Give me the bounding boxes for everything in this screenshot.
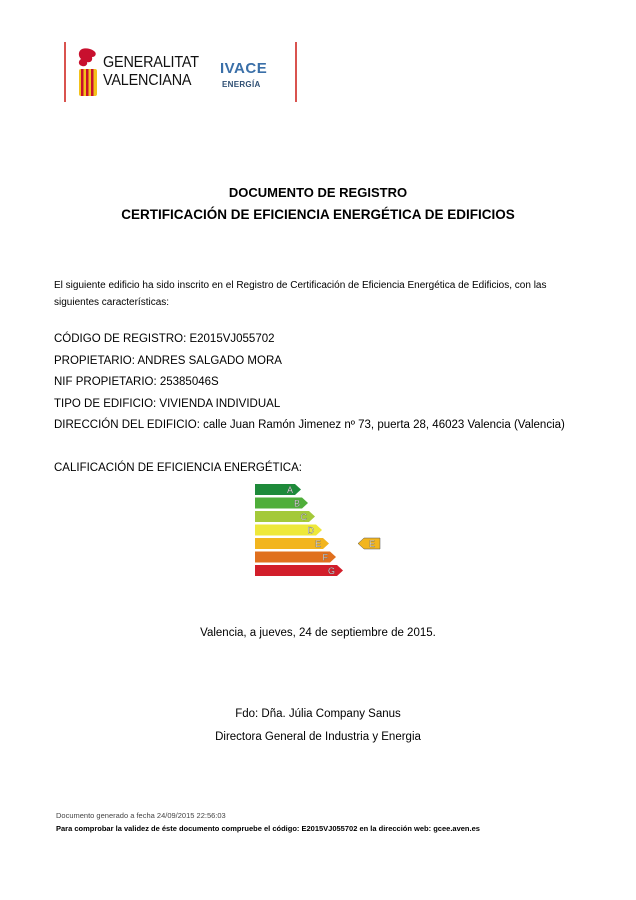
ivace-subtitle: ENERGÍA — [222, 80, 261, 89]
energy-bar-label-a: A — [286, 485, 293, 495]
energy-rating-scale — [250, 482, 390, 578]
gva-line2: VALENCIANA — [103, 72, 192, 89]
owner-nif: NIF PROPIETARIO: 25385046S — [54, 376, 219, 388]
ivace-logo: IVACE — [220, 60, 268, 77]
date-line: Valencia, a jueves, 24 de septiembre de 2015. — [200, 627, 436, 639]
energy-bar-label-e: E — [314, 539, 321, 549]
document-title: DOCUMENTO DE REGISTRO — [228, 185, 408, 200]
building-address: DIRECCIÓN DEL EDIFICIO: calle Juan Ramón Jimenez nº 73, puerta 28, 46023 Valencia (Valencia) — [54, 419, 565, 431]
signature-name: Fdo: Dña. Júlia Company Sanus — [235, 708, 401, 720]
energy-bar-a — [255, 484, 301, 495]
intro-paragraph: El siguiente edificio ha sido inscrito en el Registro de Certificación de Eficiencia Energética de Edificios, con las siguientes características: — [54, 280, 547, 308]
energy-bar-label-g: G — [327, 566, 335, 576]
rating-label: CALIFICACIÓN DE EFICIENCIA ENERGÉTICA: — [54, 462, 302, 474]
owner-name: PROPIETARIO: ANDRES SALGADO MORA — [54, 355, 282, 367]
signature-role: Directora General de Industria y Energia — [215, 731, 421, 743]
generated-timestamp: Documento generado a fecha 24/09/2015 22:56:03 — [56, 811, 226, 820]
gva-line1: GENERALITAT — [103, 54, 199, 71]
gva-shield-icon — [76, 47, 100, 99]
verification-note: Para comprobar la validez de éste documento compruebe el código: E2015VJ055702 en la dirección web: gcee.aven.es — [56, 824, 480, 833]
document-subtitle: CERTIFICACIÓN DE EFICIENCIA ENERGÉTICA DE EDIFICIOS — [121, 207, 515, 222]
energy-bar-label-c: C — [300, 512, 307, 522]
header-left-divider — [64, 42, 66, 102]
energy-bar-label-f: F — [322, 552, 328, 563]
energy-bar-label-d: D — [307, 525, 314, 536]
rating-indicator-label: E — [368, 539, 376, 549]
header-right-divider — [295, 42, 297, 102]
energy-bar-label-b: B — [293, 498, 300, 509]
energy-bar-b — [255, 498, 308, 509]
registration-code: CÓDIGO DE REGISTRO: E2015VJ055702 — [54, 333, 275, 345]
building-type: TIPO DE EDIFICIO: VIVIENDA INDIVIDUAL — [54, 398, 281, 410]
